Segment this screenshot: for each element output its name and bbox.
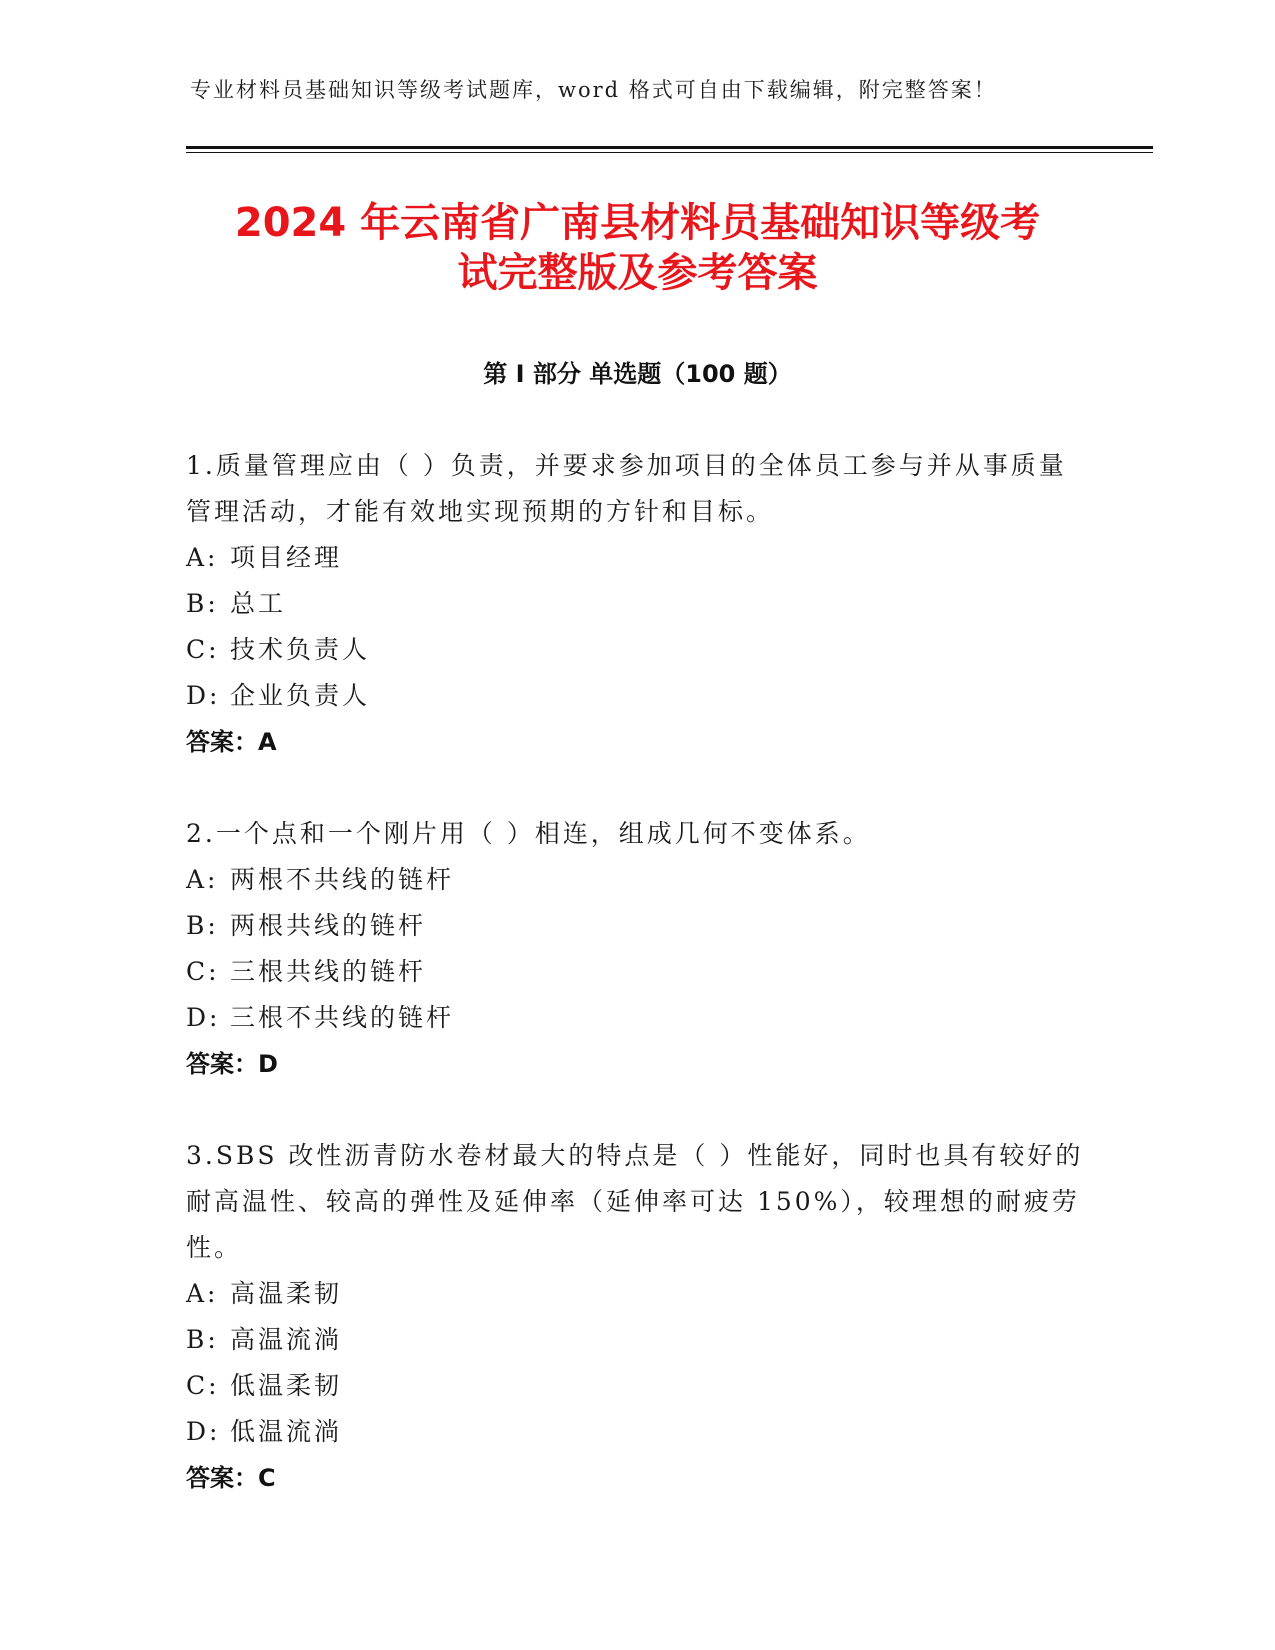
option-b [186, 903, 1086, 949]
option-text: 项目经理 [230, 543, 343, 572]
option-text: 高温流淌 [230, 1325, 343, 1354]
header-rule-thin [186, 152, 1153, 153]
option-text: 总工 [230, 589, 287, 618]
answer: 答案：A [186, 728, 277, 756]
option-text: 三根共线的链杆 [230, 957, 427, 986]
option-d [186, 995, 1086, 1041]
option-a [186, 1271, 1086, 1317]
option-text: 三根不共线的链杆 [230, 1003, 455, 1032]
option-letter: A: [186, 865, 219, 894]
option-d [186, 673, 1086, 719]
option-letter: C: [186, 957, 220, 986]
answer: 答案：D [186, 1050, 278, 1078]
question-stem: 3.SBS 改性沥青防水卷材最大的特点是（ ）性能好，同时也具有较好的耐高温性、较高的弹性及延伸率（延伸率可达 150%），较理想的耐疲劳性。 [186, 1141, 1084, 1262]
option-letter: A: [186, 543, 219, 572]
option-d [186, 1409, 1086, 1455]
option-letter: B: [186, 1325, 219, 1354]
question-stem: 1.质量管理应由（ ）负责，并要求参加项目的全体员工参与并从事质量管理活动，才能有效地实现预期的方针和目标。 [186, 451, 1067, 526]
option-letter: B: [186, 911, 219, 940]
question-3 [186, 1133, 1086, 1501]
option-letter: C: [186, 635, 220, 664]
option-letter: B: [186, 589, 219, 618]
answer: 答案：C [186, 1464, 276, 1492]
option-text: 两根共线的链杆 [230, 911, 427, 940]
document-title [170, 198, 1105, 298]
option-text: 低温柔韧 [230, 1371, 343, 1400]
option-letter: D: [186, 1417, 221, 1446]
option-c [186, 627, 1086, 673]
question-stem: 2.一个点和一个刚片用（ ）相连，组成几何不变体系。 [186, 819, 871, 848]
section-title: 第 I 部分 单选题（100 题） [483, 360, 792, 388]
header-rule-thick [186, 146, 1153, 149]
option-letter: A: [186, 1279, 219, 1308]
option-c [186, 1363, 1086, 1409]
option-text: 技术负责人 [230, 635, 371, 664]
option-letter: D: [186, 681, 221, 710]
option-a [186, 857, 1086, 903]
option-b [186, 1317, 1086, 1363]
option-text: 高温柔韧 [230, 1279, 343, 1308]
option-c [186, 949, 1086, 995]
question-2 [186, 811, 1086, 1087]
question-1 [186, 443, 1086, 765]
option-b [186, 581, 1086, 627]
header-note: 专业材料员基础知识等级考试题库，word 格式可自由下载编辑，附完整答案！ [190, 78, 997, 102]
title-line-2: 试完整版及参考答案 [457, 250, 818, 296]
option-text: 两根不共线的链杆 [230, 865, 455, 894]
title-line-1: 2024 年云南省广南县材料员基础知识等级考 [234, 200, 1041, 246]
option-letter: C: [186, 1371, 220, 1400]
question-list [186, 443, 1086, 1547]
option-a [186, 535, 1086, 581]
option-text: 企业负责人 [230, 681, 371, 710]
option-text: 低温流淌 [230, 1417, 343, 1446]
option-letter: D: [186, 1003, 221, 1032]
